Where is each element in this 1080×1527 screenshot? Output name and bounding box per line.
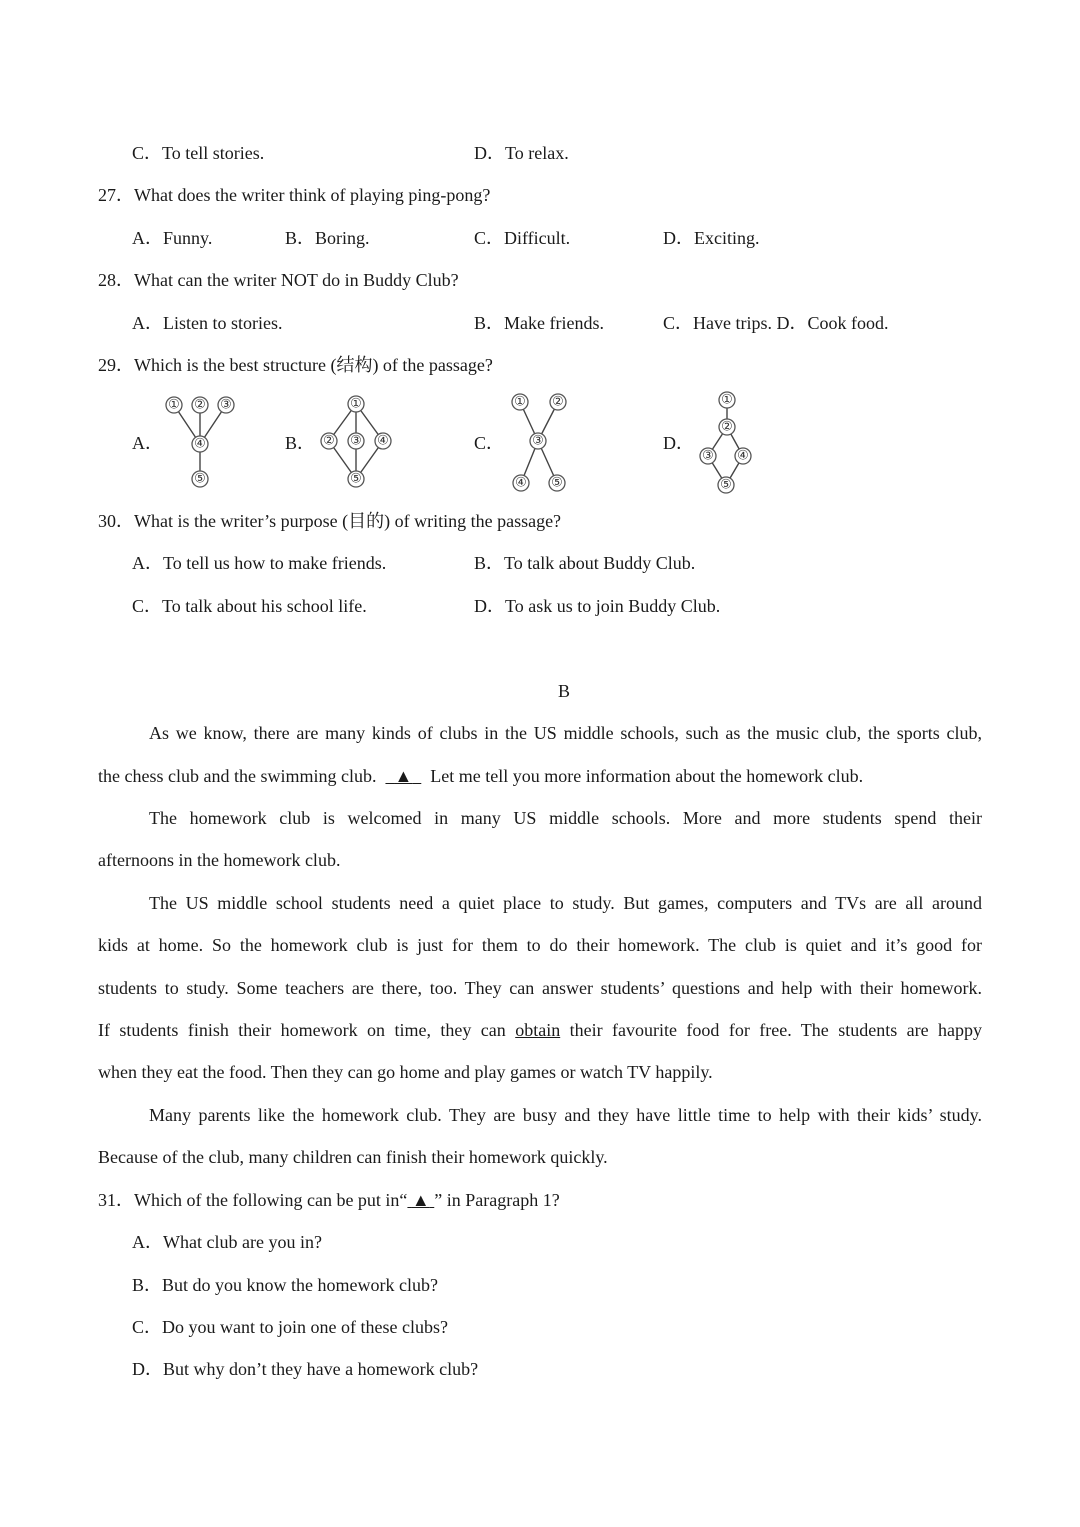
passage-p2-line1: The homework club is welcomed in many US middle schools. More and more students spend their: [149, 808, 982, 828]
svg-text:②: ②: [323, 433, 335, 449]
structure-diagram-d: [694, 389, 760, 502]
svg-text:①: ①: [721, 392, 733, 408]
node-4: [513, 475, 529, 491]
blank-marker: [385, 765, 421, 787]
q27-option-a: A．Funny.: [132, 228, 213, 248]
p1-text-post: Let me tell you more information about the homework club.: [430, 766, 864, 786]
q28-option-a: A．Listen to stories.: [132, 313, 283, 333]
passage-p1-line1: As we know, there are many kinds of clubs in the US middle schools, such as the music club, the sports club,: [149, 723, 982, 743]
passage-p3-line3: students to study. Some teachers are there, too. They can answer students’ questions and help with their homework.: [98, 978, 982, 998]
svg-text:②: ②: [194, 397, 206, 413]
node-3: [700, 448, 716, 464]
q28-option-c-d: [663, 312, 888, 334]
svg-text:④: ④: [194, 436, 206, 452]
p1-text-pre: the chess club and the swimming club.: [98, 766, 377, 786]
svg-text:④: ④: [377, 433, 389, 449]
q29-label-b: B．: [285, 433, 316, 453]
node-5: [549, 475, 565, 491]
node-3: [348, 433, 364, 449]
node-5: [718, 477, 734, 493]
passage-p3-line2: kids at home. So the homework club is just for them to do their homework. The club is quiet and it’s good for: [98, 935, 982, 955]
svg-text:⑤: ⑤: [350, 471, 362, 487]
node-4: [375, 433, 391, 449]
node-3: [530, 433, 546, 449]
q30-question: 30．What is the writer’s purpose (目的) of writing the passage?: [98, 511, 562, 531]
q29-label-c: C．: [474, 433, 505, 453]
q30-option-d: D．To ask us to join Buddy Club.: [474, 596, 721, 616]
passage-p1-line2: [98, 765, 863, 787]
svg-text:②: ②: [721, 419, 733, 435]
node-1: [348, 396, 364, 412]
node-2: [719, 419, 735, 435]
q29-label-a: A．: [132, 433, 163, 453]
passage-p4-line2: Because of the club, many children can finish their homework quickly.: [98, 1147, 608, 1167]
q31-blank: [407, 1189, 434, 1211]
passage-p3-line5: when they eat the food. Then they can go home and play games or watch TV happily.: [98, 1062, 713, 1082]
p3-text-pre: If students finish their homework on time, they can: [98, 1020, 506, 1040]
node-2: [192, 397, 208, 413]
q28-option-b: B．Make friends.: [474, 313, 604, 333]
node-5: [348, 471, 364, 487]
passage-p3-line1: The US middle school students need a quiet place to study. But games, computers and TVs are all around: [149, 893, 982, 913]
svg-text:③: ③: [532, 433, 544, 449]
q31-question: [98, 1189, 560, 1211]
passage-p4-line1: Many parents like the homework club. They are busy and they have little time to help with their kids’ study.: [149, 1105, 982, 1125]
q29-question: 29．Which is the best structure (结构) of the passage?: [98, 355, 493, 375]
q31-text-pre: 31．Which of the following can be put in“: [98, 1190, 408, 1210]
q28-question: 28．What can the writer NOT do in Buddy Club?: [98, 270, 459, 290]
q27-option-b: B．Boring.: [285, 228, 370, 248]
blank-triangle: ▲: [411, 1190, 430, 1210]
svg-text:②: ②: [552, 394, 564, 410]
svg-text:①: ①: [514, 394, 526, 410]
q30-option-b: B．To talk about Buddy Club.: [474, 553, 696, 573]
q27-option-c: C．Difficult.: [474, 228, 571, 248]
q31-option-a: A．What club are you in?: [132, 1232, 322, 1252]
q27-option-d: D．Exciting.: [663, 228, 760, 248]
node-4: [192, 436, 208, 452]
passage-heading: B: [558, 681, 571, 701]
q31-option-d: D．But why don’t they have a homework club?: [132, 1359, 479, 1379]
svg-text:⑤: ⑤: [194, 471, 206, 487]
q31-option-c: C．Do you want to join one of these clubs?: [132, 1317, 448, 1337]
q31-text-post: ” in Paragraph 1?: [434, 1190, 560, 1210]
structure-diagram-b: [316, 393, 400, 498]
node-1: [512, 394, 528, 410]
svg-text:①: ①: [168, 397, 180, 413]
node-2: [550, 394, 566, 410]
underlined-word: obtain: [515, 1020, 561, 1040]
passage-p3-line4: [98, 1019, 982, 1041]
node-5: [192, 471, 208, 487]
svg-text:③: ③: [350, 433, 362, 449]
node-3: [218, 397, 234, 413]
q26-option-d: D．To relax.: [474, 143, 569, 163]
svg-text:④: ④: [515, 475, 527, 491]
structure-diagram-a: [160, 394, 244, 499]
svg-text:①: ①: [350, 396, 362, 412]
svg-text:⑤: ⑤: [551, 475, 563, 491]
q29-label-d: D．: [663, 433, 694, 453]
p3-text-post: their favourite food for free. The students are happy: [569, 1020, 983, 1040]
svg-text:④: ④: [737, 448, 749, 464]
passage-p2-line2: afternoons in the homework club.: [98, 850, 341, 870]
q26-option-c: C．To tell stories.: [132, 143, 265, 163]
node-1: [719, 392, 735, 408]
node-4: [735, 448, 751, 464]
structure-diagram-c: [504, 391, 588, 500]
svg-text:③: ③: [220, 397, 232, 413]
q28-option-c: C．Have trips.: [663, 313, 772, 333]
blank-triangle: ▲: [394, 766, 413, 786]
svg-text:⑤: ⑤: [720, 477, 732, 493]
q31-option-b: B．But do you know the homework club?: [132, 1275, 438, 1295]
q28-option-d: D．Cook food.: [776, 313, 889, 333]
svg-text:③: ③: [702, 448, 714, 464]
node-2: [321, 433, 337, 449]
q27-question: 27．What does the writer think of playing ping-pong?: [98, 185, 491, 205]
node-1: [166, 397, 182, 413]
q30-option-c: C．To talk about his school life.: [132, 596, 367, 616]
q30-option-a: A．To tell us how to make friends.: [132, 553, 387, 573]
